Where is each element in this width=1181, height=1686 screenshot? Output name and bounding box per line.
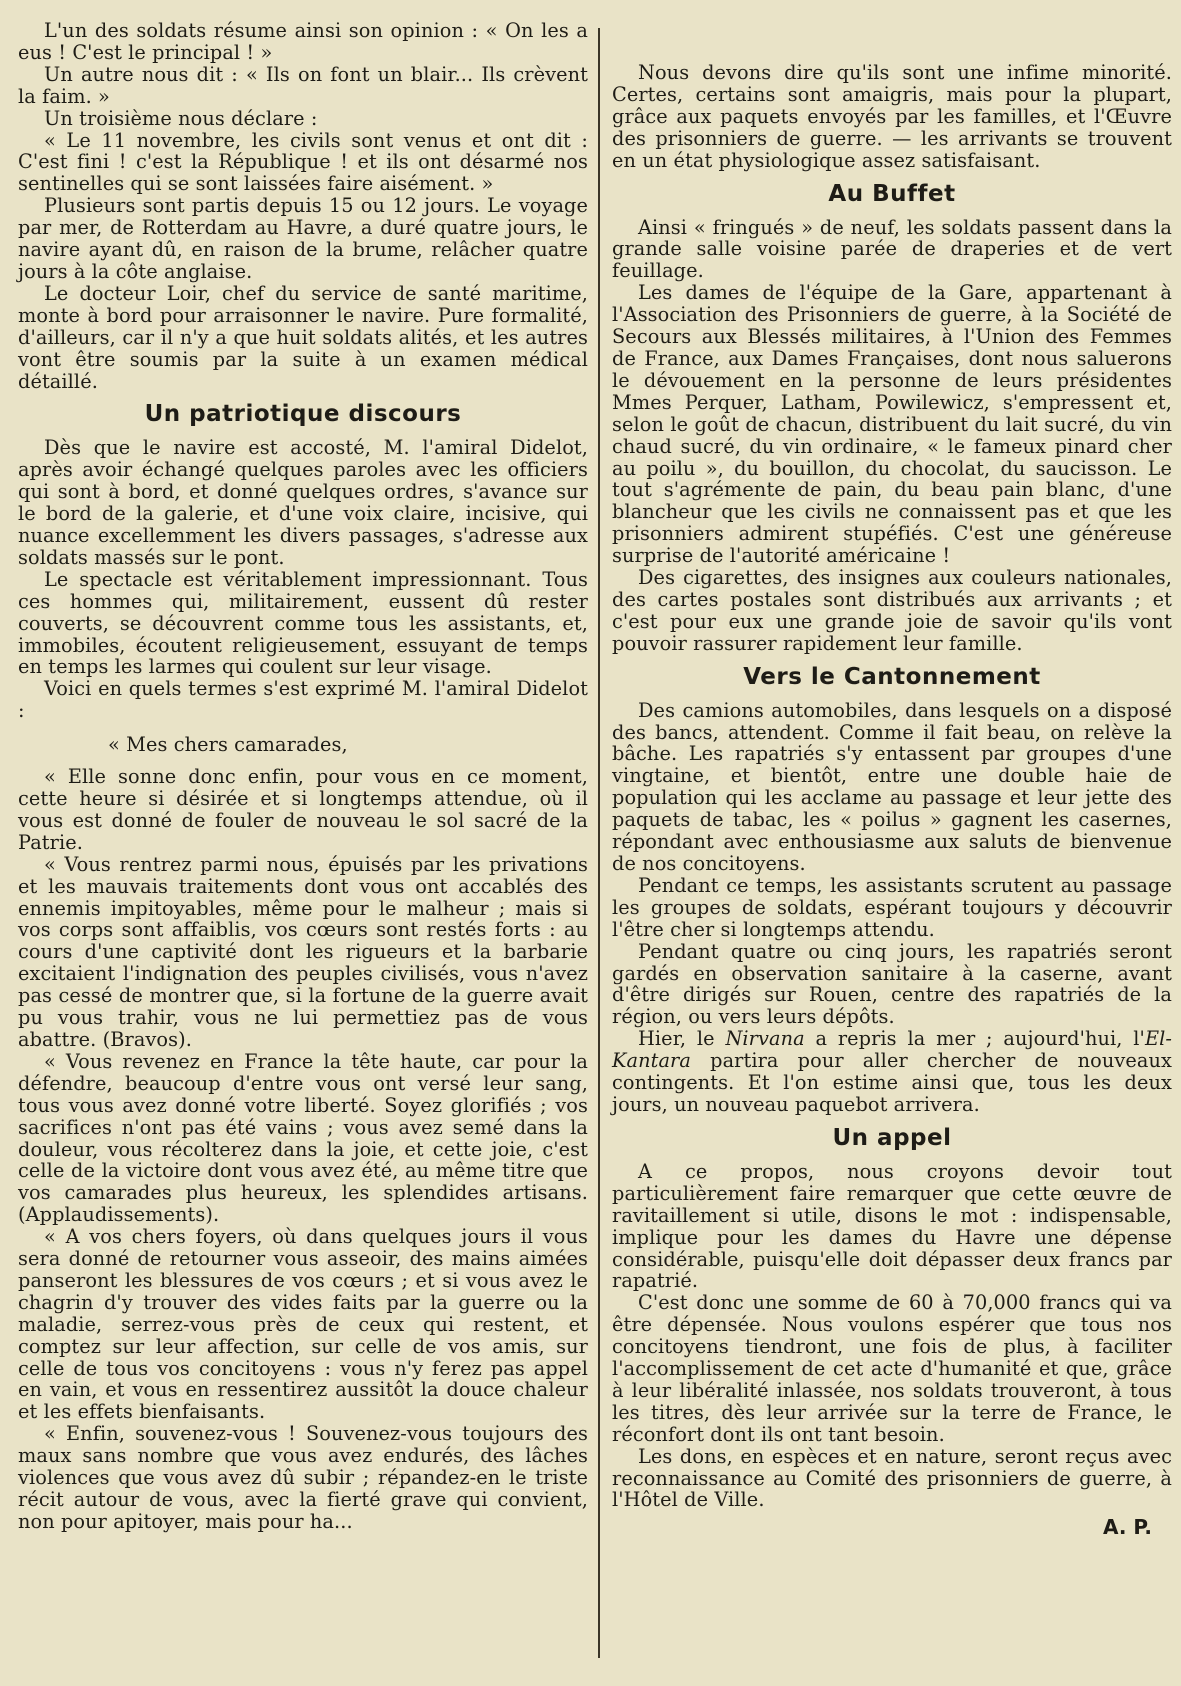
paragraph: L'un des soldats résume ainsi son opinion : « On les a eus ! C'est le principal ! » <box>18 19 588 64</box>
column-divider <box>598 28 600 1658</box>
speech-paragraph: « Vous revenez en France la tête haute, car pour la défendre, beaucoup d'entre vous ont versé leur sang, tous vous avez donné votre liberté. Soyez glorifiés ; vos sacrifices n'ont pas été vains ; vous avez semé dans la douleur, vous récolterez dans la joie, et cette joie, c'est celle de la victoire dont vous avez été, au même titre que vos camarades plus heureux, les splendides artisans. (Applaudissements). <box>18 1049 588 1227</box>
paragraph: Des camions automobiles, dans lesquels on a disposé des bancs, attendent. Comme il fait beau, on relève la bâche. Les rapatriés s'y entassent par groupes d'une vingtaine, et bientôt, entre une double haie de population qui les acclame au passage et leur jette des paquets de tabac, les « poilus » gagnent les casernes, répondant avec enthousiasme aux saluts de bienvenue de nos concitoyens. <box>612 698 1172 875</box>
speech-salutation: « Mes chers camarades, <box>108 733 348 757</box>
text-fragment: a repris la mer ; aujourd'hui, l' <box>815 1027 1145 1051</box>
speech-paragraph: « Enfin, souvenez-vous ! Souvenez-vous toujours des maux sans nombre que vous avez endurés, des lâches violences que vous avez dû subir ; répandez-en le triste récit autour de vous, avec la fierté grave qui convient, non pour apitoyer, mais pour ha... <box>18 1422 588 1533</box>
paragraph <box>612 1028 1172 1116</box>
paragraph: Dès que le navire est accosté, M. l'amiral Didelot, après avoir échangé quelques paroles avec les officiers qui sont à bord, et donné quelques ordres, s'avance sur le bord de la galerie, et d'une voix claire, incisive, qui nuance excellemment les divers passages, s'adresse aux soldats massés sur le pont. <box>18 436 588 569</box>
paragraph: A ce propos, nous croyons devoir tout particulièrement faire remarquer que cette œuvre de ravitaillement si utile, disons le mot : indispensable, implique pour les dames du Havre une dépense considérable, puisqu'elle doit dépasser deux francs par rapatrié. <box>612 1159 1172 1293</box>
paragraph: Pendant ce temps, les assistants scrutent au passage les groupes de soldats, espérant toujours y découvrir l'être cher si longtemps attendu. <box>612 873 1172 941</box>
paragraph: Pendant quatre ou cinq jours, les rapatriés seront gardés en observation sanitaire à la caserne, avant d'être dirigés sur Rouen, centre des rapatriés de la région, ou vers leurs dépôts. <box>612 939 1172 1029</box>
paragraph: Ainsi « fringués » de neuf, les soldats passent dans la grande salle voisine parée de draperies et de vert feuillage. <box>612 215 1172 283</box>
left-column <box>18 20 588 1533</box>
ship-name: El-Kantara <box>612 1027 1173 1073</box>
paragraph: « Le 11 novembre, les civils sont venus et ont dit : C'est fini ! c'est la République ! et ils ont désarmé nos sentinelles qui se sont laissées faire aisément. » <box>18 128 588 196</box>
right-column <box>612 62 1172 1539</box>
section-heading: Un patriotique discours <box>144 401 462 428</box>
speech-paragraph: « A vos chers foyers, où dans quelques jours il vous sera donné de retourner vous asseoir, des mains aimées panseront les blessures de vos cœurs ; et si vous avez le chagrin d'y trouver des vides faits par la guerre ou la maladie, serrez-vous près de ceux qui restent, et comptez sur leur affection, sur celle de vos amis, sur celle de tous vos concitoyens : vous n'y ferez pas appel en vain, et vous en ressentirez aussitôt la douce chaleur et les effets bienfaisants. <box>18 1225 588 1424</box>
section-heading: Au Buffet <box>828 180 956 207</box>
paragraph: Un autre nous dit : « Ils on font un blair... Ils crèvent la faim. » <box>18 62 588 108</box>
paragraph: Le docteur Loir, chef du service de santé maritime, monte à bord pour arraisonner le navire. Pure formalité, d'ailleurs, car il n'y a que huit soldats alités, et les autres vont être soumis par la suite à un examen médical détaillé. <box>18 281 588 393</box>
text-fragment: Hier, le <box>638 1027 715 1051</box>
paragraph: Nous devons dire qu'ils sont une infime minorité. Certes, certains sont amaigris, mais pour la plupart, grâce aux paquets envoyés par les familles, et l'Œuvre des prisonniers de guerre. — les arrivants se trouvent en un état physiologique assez satisfaisant. <box>612 61 1172 172</box>
ship-name: Nirvana <box>725 1027 805 1051</box>
paragraph: Un troisième nous déclare : <box>44 106 318 130</box>
paragraph: Les dons, en espèces et en nature, seront reçus avec reconnaissance au Comité des prisonniers de guerre, à l'Hôtel de Ville. <box>612 1444 1172 1512</box>
paragraph: Des cigarettes, des insignes aux couleurs nationales, des cartes postales sont distribués aux arrivants ; et c'est pour eux une grande joie de savoir qu'ils vont pouvoir rassurer rapidement leur famille. <box>612 566 1172 655</box>
paragraph: Voici en quels termes s'est exprimé M. l'amiral Didelot : <box>18 677 588 723</box>
text-fragment: partira pour aller chercher de nouveaux contingents. Et l'on estime ainsi que, tous les deux jours, un nouveau paquebot arrivera. <box>612 1049 1172 1116</box>
speech-paragraph: « Vous rentrez parmi nous, épuisés par les privations et les mauvais traitements dont vous ont accablés des ennemis impitoyables, même pour le malheur ; mais si vos corps sont affaiblis, vos cœurs sont restés forts : au cours d'une captivité dont les rigueurs et la barbarie excitaient l'indignation des peuples civilisés, vous n'avez pas cessé de montrer que, si la fortune de la guerre avait pu vous trahir, vous ne lui permettiez pas de vous abattre. (Bravos). <box>18 852 588 1051</box>
signature: A. P. <box>1103 1515 1152 1540</box>
paragraph: C'est donc une somme de 60 à 70,000 francs qui va être dépensée. Nous voulons espérer que tous nos concitoyens tiendront, une fois de plus, à faciliter l'accomplissement de cet acte d'humanité et que, grâce à leur libéralité inlassée, nos soldats trouveront, à tous les titres, dès leur arrivée sur la terre de France, le réconfort dont ils ont tant besoin. <box>612 1291 1172 1446</box>
paragraph: Le spectacle est véritablement impressionnant. Tous ces hommes qui, militairement, eussent dû rester couverts, se découvrent comme tous les assistants, et, immobiles, écoutent religieusement, essuyant de temps en temps les larmes qui coulent sur leur visage. <box>18 567 588 679</box>
section-heading: Un appel <box>832 1124 952 1151</box>
paragraph: Les dames de l'équipe de la Gare, appartenant à l'Association des Prisonniers de guerre, à la Société de Secours aux Blessés militaires, à l'Union des Femmes de France, aux Dames Françaises, dont nous saluerons le dévouement en la personne de leurs présidentes Mmes Perquer, Latham, Powilewicz, s'empressent et, selon le goût de chacun, distribuent du lait sucré, du vin chaud sucré, du vin ordinaire, « le fameux pinard cher au poilu », du bouillon, du chocolat, du saucisson. Le tout s'agrémente de pain, du beau pain blanc, d'une blancheur que les civils ne connaissent pas et que les prisonniers admirent stupéfiés. C'est une généreuse surprise de l'autorité américaine ! <box>612 281 1172 568</box>
paragraph: Plusieurs sont partis depuis 15 ou 12 jours. Le voyage par mer, de Rotterdam au Havre, a duré quatre jours, le navire ayant dû, en raison de la brume, relâcher quatre jours à la côte anglaise. <box>18 194 588 283</box>
section-heading: Vers le Cantonnement <box>743 663 1041 690</box>
speech-paragraph: « Elle sonne donc enfin, pour vous en ce moment, cette heure si désirée et si longtemps attendue, où il vous est donné de fouler de nouveau le sol sacré de la Patrie. <box>18 765 588 854</box>
